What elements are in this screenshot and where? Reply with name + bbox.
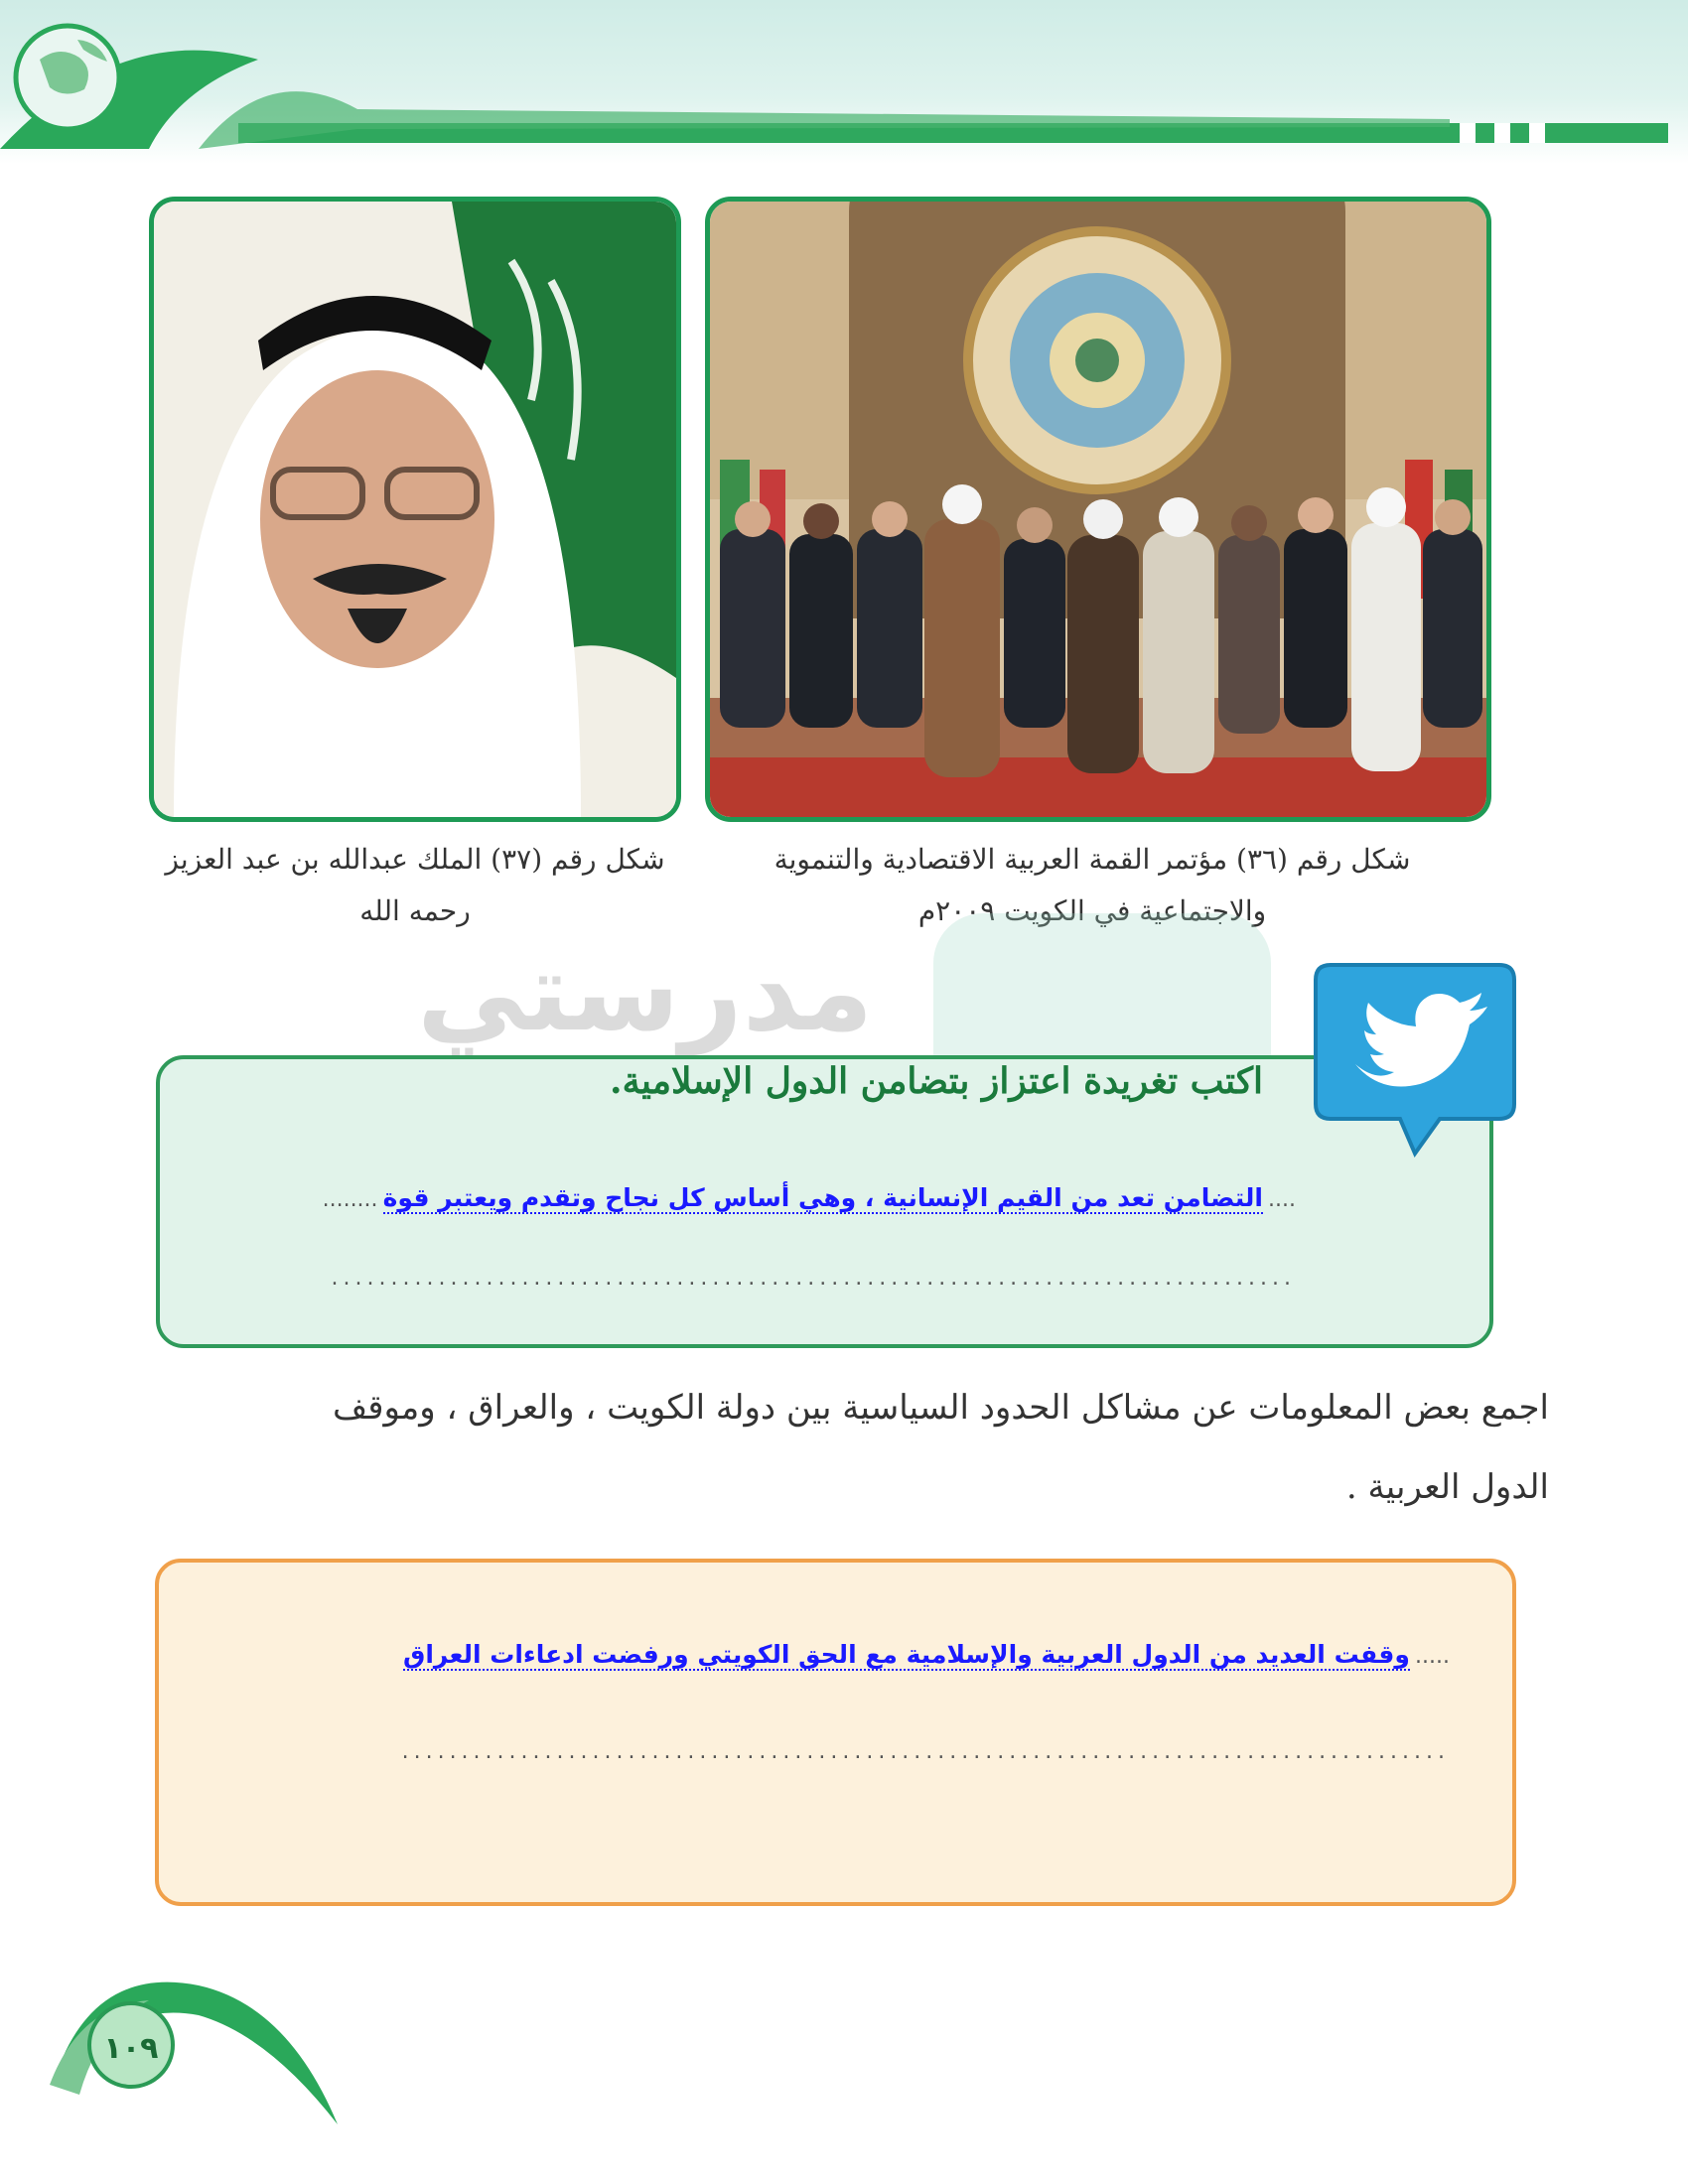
research-answer-text: وقفت العديد من الدول العربية والإسلامية مع الحق الكويتي ورفضت ادعاءات العراق [402, 1640, 1410, 1669]
king-caption-line2: رحمه الله [359, 894, 471, 927]
header-swoosh [0, 0, 1688, 164]
tweet-leading-dots: .... [1268, 1187, 1296, 1212]
research-instruction [119, 1368, 1549, 1527]
instruction-line2: الدول العربية . [1345, 1467, 1549, 1507]
research-blank-line[interactable]: ........................................................................................ [401, 1739, 1450, 1764]
tweet-blank-line[interactable]: ................................................................................. [331, 1266, 1296, 1291]
king-caption [149, 834, 681, 937]
instruction-line1: اجمع بعض المعلومات عن مشاكل الحدود السياسية بين دولة الكويت ، والعراق ، وموقف [333, 1388, 1549, 1428]
page-header-band [0, 0, 1688, 164]
tweet-answer-line[interactable] [323, 1183, 1296, 1212]
page-number: ١٠٩ [87, 2001, 175, 2089]
king-photo [149, 197, 681, 822]
tweet-answer-text: التضامن تعد من القيم الإنسانية ، وهي أساس كل نجاح وتقدم ويعتبر قوة [382, 1183, 1263, 1212]
tweet-prompt-title: اكتب تغريدة اعتزاز بتضامن الدول الإسلامية. [610, 1060, 1263, 1102]
watermark-name: مدرستي [417, 928, 874, 1055]
tweet-trailing-dots: ........ [322, 1187, 378, 1212]
summit-caption-line2: والاجتماعية في الكويت ٢٠٠٩م [917, 894, 1267, 927]
king-caption-line1: شكل رقم (٣٧) الملك عبدالله بن عبد العزيز [165, 843, 665, 876]
research-leading-dots: ..... [1415, 1644, 1450, 1669]
summit-photo [705, 197, 1491, 822]
twitter-bird-icon [1311, 955, 1519, 1167]
research-answer-line[interactable] [403, 1640, 1450, 1669]
research-answer-box [155, 1559, 1516, 1906]
summit-caption-line1: شكل رقم (٣٦) مؤتمر القمة العربية الاقتصادية والتنموية [774, 843, 1411, 876]
